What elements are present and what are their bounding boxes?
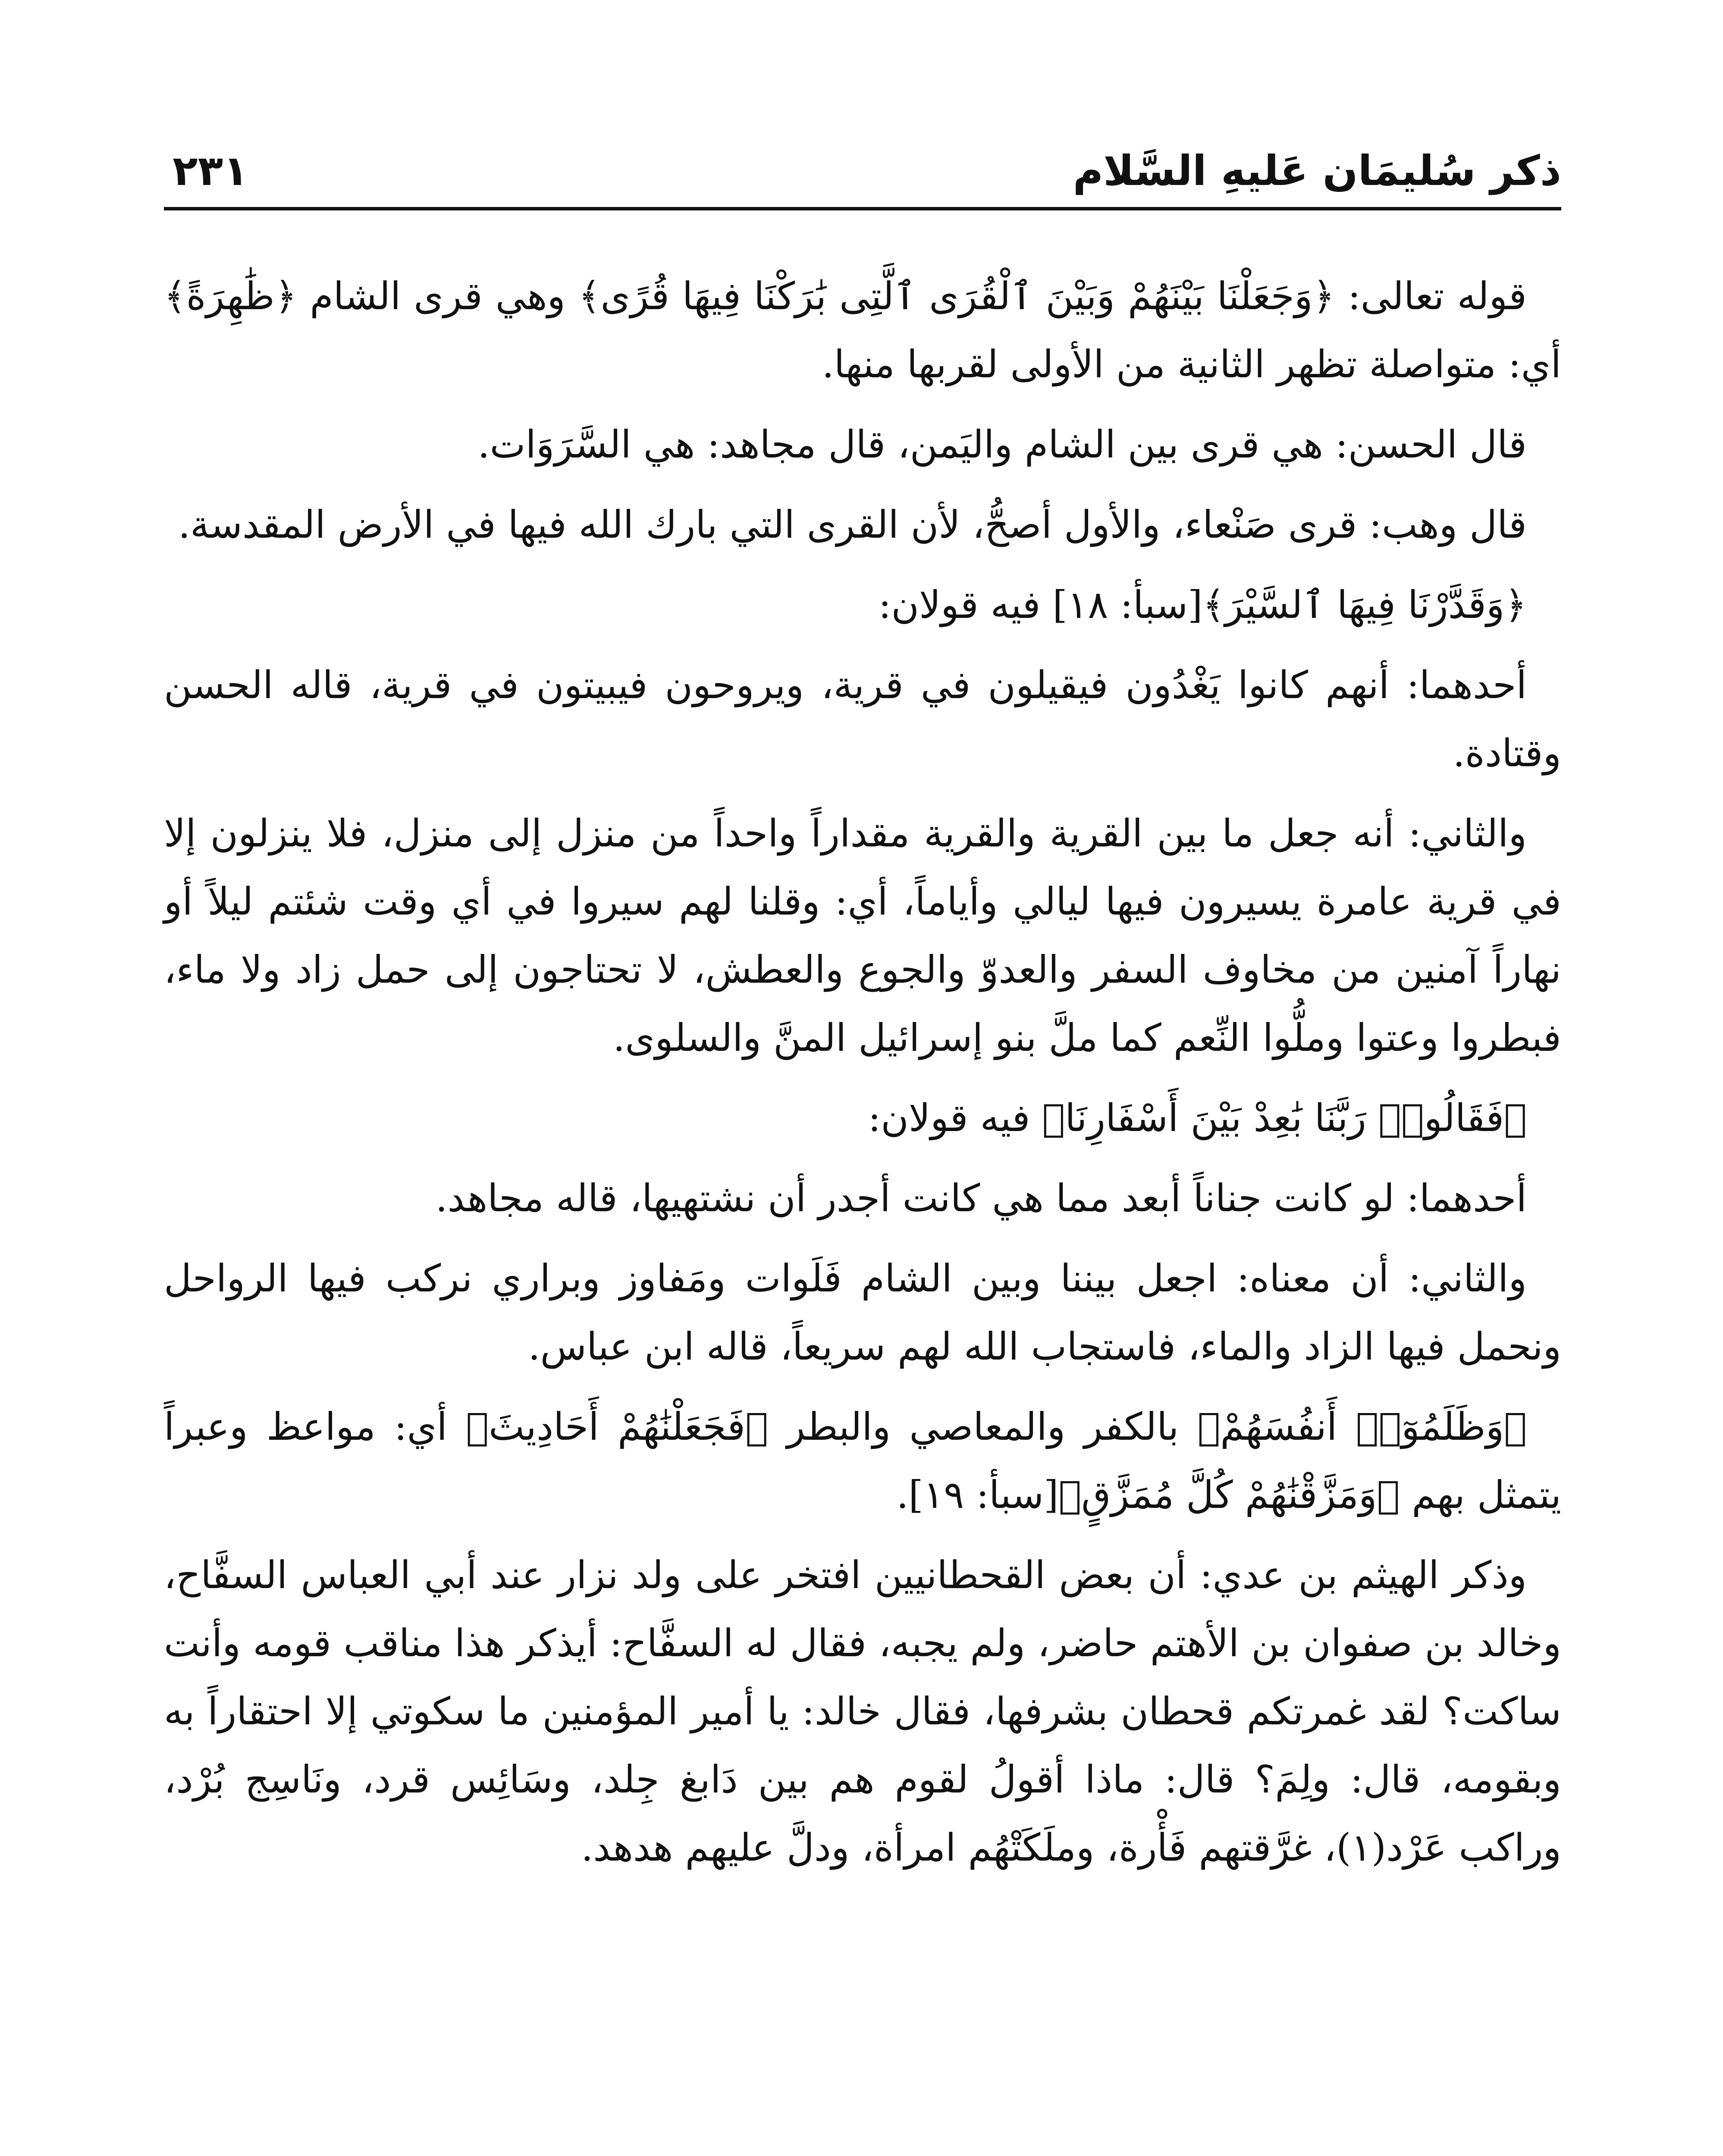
book-page xyxy=(164,108,1561,2156)
body-text xyxy=(164,262,1561,1882)
paragraph: والثاني: أن معناه: اجعل بيننا وبين الشام فَلَوات ومَفاوز وبراري نركب فيها الرواحل ونحمل فيها الزاد والماء، فاستجاب الله لهم سريعاً، قاله ابن عباس. xyxy=(164,1256,1561,1369)
paragraph: ﴿وَظَلَمُوٓا۟ أَنفُسَهُمْ﴾ بالكفر والمعاصي والبطر ﴿فَجَعَلْنَٰهُمْ أَحَادِيثَ﴾ أي: مواعظ وعبراً يتمثل بهم ﴿وَمَزَّقْنَٰهُمْ كُلَّ مُمَزَّقٍ﴾[سبأ: ١٩]. xyxy=(164,1404,1561,1517)
page-header xyxy=(164,108,1561,210)
paragraph: ﴿وَقَدَّرْنَا فِيهَا ٱلسَّيْرَ﴾[سبأ: ١٨] فيه قولان: xyxy=(878,583,1527,627)
paragraph: قال الحسن: هي قرى بين الشام واليَمن، قال مجاهد: هي السَّرَوَات. xyxy=(477,422,1527,467)
running-title: ذكر سُليمَان عَليهِ السَّلام xyxy=(1073,147,1561,195)
paragraph: وذكر الهيثم بن عدي: أن بعض القحطانيين افتخر على ولد نزار عند أبي العباس السفَّاح، وخالد بن صفوان بن الأهتم حاضر، ولم يجبه، فقال له السفَّاح: أيذكر هذا مناقب قومه وأنت ساكت؟ لقد غمرتكم قحطان بشرفها، فقال خالد: يا أمير المؤمنين ما سكوتي إلا احتقاراً به وبقومه، قال: ولِمَ؟ قال: ماذا أقولُ لقوم هم بين دَابغ جِلد، وسَائِس قرد، ونَاسِج بُرْد، وراكب عَرْد(١)، غرَّقتهم فَأْرة، وملَكَتْهُم امرأة، ودلَّ عليهم هدهد. xyxy=(164,1553,1561,1870)
paragraph: ﴿فَقَالُوا۟ رَبَّنَا بَٰعِدْ بَيْنَ أَسْفَارِنَا﴾ فيه قولان: xyxy=(868,1096,1527,1140)
paragraph: والثاني: أنه جعل ما بين القرية والقرية مقداراً واحداً من منزل إلى منزل، فلا ينزلون إلا في قرية عامرة يسيرون فيها ليالي وأياماً، أي: وقلنا لهم سيروا في أي وقت شئتم ليلاً أو نهاراً آمنين من مخاوف السفر والعدوّ والجوع والعطش، لا تحتاجون إلى حمل زاد ولا ماء، فبطروا وعتوا وملُّوا النِّعم كما ملَّ بنو إسرائيل المنَّ والسلوى. xyxy=(164,811,1561,1060)
paragraph: أحدهما: أنهم كانوا يَغْدُون فيقيلون في قرية، ويروحون فيبيتون في قرية، قاله الحسن وقتادة. xyxy=(164,663,1561,775)
paragraph: أحدهما: لو كانت جناناً أبعد مما هي كانت أجدر أن نشتهيها، قاله مجاهد. xyxy=(435,1176,1527,1220)
page-number: ٢٣١ xyxy=(173,147,248,195)
paragraph: قال وهب: قرى صَنْعاء، والأول أصحُّ، لأن القرى التي بارك الله فيها في الأرض المقدسة. xyxy=(178,502,1527,547)
paragraph: قوله تعالى: ﴿وَجَعَلْنَا بَيْنَهُمْ وَبَيْنَ ٱلْقُرَى ٱلَّتِى بَٰرَكْنَا فِيهَا قُرًى﴾ وهي قرى الشام ﴿ظَٰهِرَةً﴾ أي: متواصلة تظهر الثانية من الأولى لقربها منها. xyxy=(164,274,1561,386)
